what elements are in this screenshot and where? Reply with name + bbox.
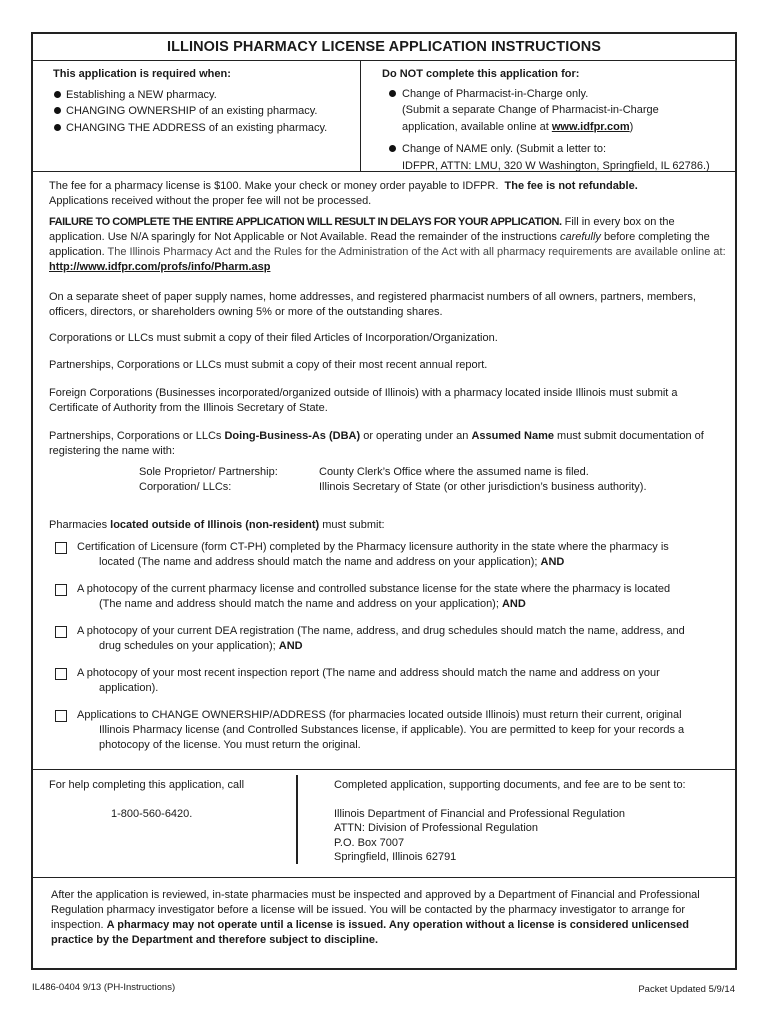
packet-updated: Packet Updated 5/9/14 <box>638 984 735 995</box>
checklist-item: A photocopy of your current DEA registration (The name, address, and drug schedules should match the name, address, and drug schedules on your application); AND <box>55 624 729 654</box>
instructions-frame <box>31 32 737 970</box>
divider <box>33 60 735 61</box>
column-divider <box>296 775 298 864</box>
divider <box>33 769 735 770</box>
list-item: Change of Pharmacist-in-Charge only. <box>380 86 730 103</box>
not-required-section <box>380 66 730 174</box>
table-row: Sole Proprietor/ Partnership: County Clerk’s Office where the assumed name is filed. <box>139 466 589 478</box>
page-title: ILLINOIS PHARMACY LICENSE APPLICATION INSTRUCTIONS <box>166 39 602 55</box>
fee-paragraph: The fee for a pharmacy license is $100. Make your check or money order payable to IDFPR. The fee is not refundable. Applications received without the proper fee will not be processed. <box>49 180 638 207</box>
mailing-address: Completed application, supporting documents, and fee are to be sent to: Illinois Department of Financial and Professional Regulation ATTN: Division of Professional Regulation P.O. Box 7007 Springfield, Illinois 62791 <box>334 779 686 863</box>
help-contact: For help completing this application, call 1-800-560-6420. <box>49 778 289 822</box>
failure-paragraph: FAILURE TO COMPLETE THE ENTIRE APPLICATION WILL RESULT IN DELAYS FOR YOUR APPLICATION. Fill in every box on the application. Use N/A sparingly for Not Applicable or Not Available. Read the remainder of the instructions carefully before completing the application. The Illinois Pharmacy Act and the Rules for the Administration of the Act with all pharmacy requirements are available online at: http://www.idfpr.com/profs/info/Pharm.asp <box>49 216 726 273</box>
checklist-item: Certification of Licensure (form CT-PH) completed by the Pharmacy licensure authority in the state where the pharmacy is located (The name and address should match the name and address on your application); AND <box>55 540 729 570</box>
required-heading: This application is required when: <box>53 68 231 80</box>
checkbox[interactable] <box>55 626 67 638</box>
checklist-item: A photocopy of the current pharmacy license and controlled substance license for the state where the pharmacy is located (The name and address should match the name and address on your application); AND <box>55 582 729 612</box>
idfpr-link[interactable]: www.idfpr.com <box>551 120 630 133</box>
name-registration-table <box>139 465 647 494</box>
checklist-item: A photocopy of your most recent inspection report (The name and address should match the name and address on your application). <box>55 666 729 696</box>
not-required-heading: Do NOT complete this application for: <box>382 68 580 80</box>
checklist-item: Applications to CHANGE OWNERSHIP/ADDRESS (for pharmacies located outside Illinois) must return their current, original Illinois Pharmacy license (and Controlled Substances license, if applicable). You are permitted to keep for your records a photocopy of the license. You must return the original. <box>55 708 729 753</box>
divider <box>33 877 735 878</box>
table-row: Corporation/ LLCs: Illinois Secretary of State (or other jurisdiction’s business authority). <box>139 480 647 493</box>
non-resident-heading: Pharmacies located outside of Illinois (non-resident) must submit: <box>49 519 385 531</box>
help-phone: 1-800-560-6420. <box>111 808 193 820</box>
checkbox[interactable] <box>55 542 67 554</box>
foreign-corporation-paragraph: Foreign Corporations (Businesses incorporated/organized outside of Illinois) with a pharmacy located inside Illinois must submit a Certificate of Authority from the Illinois Secretary of State. <box>49 387 678 414</box>
corporation-paragraph: Corporations or LLCs must submit a copy of their filed Articles of Incorporation/Organization. <box>49 332 498 344</box>
pharmacy-act-link[interactable]: http://www.idfpr.com/profs/info/Pharm.asp <box>49 261 271 273</box>
divider <box>33 171 735 172</box>
required-when-section <box>53 66 353 136</box>
checkbox[interactable] <box>55 668 67 680</box>
column-divider <box>360 60 361 171</box>
list-item-detail: application, available online at www.idfpr.com) <box>402 120 634 133</box>
list-item: Establishing a NEW pharmacy. <box>53 87 353 104</box>
inspection-paragraph: After the application is reviewed, in-state pharmacies must be inspected and approved by a Department of Financial and Professional Regulation pharmacy investigator before a license will be issued. You will be contacted by the pharmacy investigator to arrange for inspection. A pharmacy may not operate until a license is issued. Any operation without a license is considered unlicensed practice by the Department and therefore subject to discipline. <box>51 889 700 946</box>
owners-paragraph: On a separate sheet of paper supply names, home addresses, and registered pharmacist numbers of all owners, partners, members, officers, directors, or shareholders owning 5% or more of the outstanding shares. <box>49 291 696 318</box>
list-item: CHANGING OWNERSHIP of an existing pharmacy. <box>53 103 353 120</box>
annual-report-paragraph: Partnerships, Corporations or LLCs must submit a copy of their most recent annual report. <box>49 359 488 371</box>
list-item-detail: IDFPR, ATTN: LMU, 320 W Washington, Springfield, IL 62786.) <box>402 159 710 172</box>
checkbox[interactable] <box>55 584 67 596</box>
list-item: Change of NAME only. (Submit a letter to: <box>380 141 730 158</box>
list-item-detail: (Submit a separate Change of Pharmacist-in-Charge <box>402 104 659 116</box>
form-number: IL486-0404 9/13 (PH-Instructions) <box>32 982 176 993</box>
dba-paragraph: Partnerships, Corporations or LLCs Doing-Business-As (DBA) or operating under an Assumed Name must submit documentation of registering the name with: <box>49 430 704 457</box>
list-item: CHANGING THE ADDRESS of an existing pharmacy. <box>53 120 353 137</box>
checkbox[interactable] <box>55 710 67 722</box>
